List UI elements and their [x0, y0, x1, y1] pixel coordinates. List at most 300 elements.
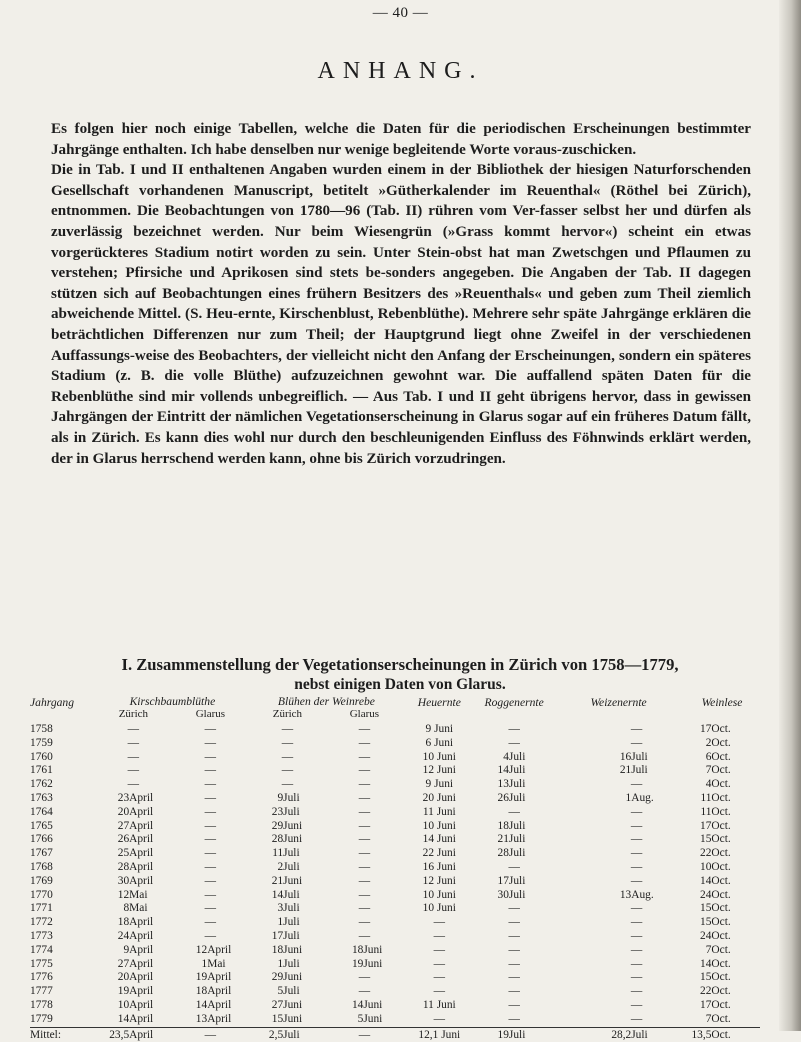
kirsch-glarus-day: 18	[195, 985, 208, 998]
weinlese-month: Oct.	[711, 916, 731, 929]
year-cell: 1763	[30, 792, 53, 805]
year-cell: 1778	[30, 998, 53, 1011]
table-row	[30, 847, 760, 861]
kirsch-zurich-day: 27	[117, 819, 130, 832]
weinlese-day: 2	[705, 736, 712, 749]
roggen-empty: —	[508, 985, 520, 998]
weizen-pad	[553, 971, 589, 985]
weinlese-month: Oct.	[711, 847, 731, 860]
table-body	[30, 723, 760, 1042]
heuernte-cell: 9 Juni	[425, 778, 454, 791]
table-row	[30, 985, 760, 999]
kirsch-zurich-day: 20	[117, 971, 130, 984]
heuernte-cell: 12 Juni	[422, 764, 456, 777]
wein-zurich-day: 5	[277, 985, 284, 998]
weizen-pad	[553, 999, 589, 1013]
col-kirschbaumbluethe: Kirschbaumblüthe	[129, 695, 216, 708]
wein-zurich-month: Juni	[283, 998, 303, 1011]
roggen-day: 28	[497, 847, 509, 860]
subcol-kirsch-zurich: Zürich	[118, 708, 149, 720]
table-row	[30, 723, 760, 737]
col-weinrebe: Blühen der Weinrebe	[277, 695, 375, 708]
roggen-day: 14	[497, 764, 509, 777]
weizen-pad	[553, 902, 589, 916]
col-weinlese: Weinlese	[701, 696, 743, 709]
roggen-empty: —	[508, 723, 520, 736]
wein-zurich-month: Juni	[283, 819, 303, 832]
wein-glarus-empty: —	[358, 778, 371, 791]
weinlese-day: 14	[700, 874, 712, 887]
year-cell: 1769	[30, 874, 53, 887]
wein-zurich-day: 2	[277, 861, 284, 874]
kirsch-glarus-empty: —	[204, 861, 217, 874]
roggen-day: 30	[497, 888, 509, 901]
wein-glarus-empty: —	[358, 723, 371, 736]
weizen-pad	[553, 751, 589, 765]
table-title-line2: nebst einigen Daten von Glarus.	[294, 676, 506, 693]
weinlese-month: Oct.	[711, 1012, 731, 1025]
wein-zurich-day: 27	[271, 998, 284, 1011]
weinlese-month: Oct.	[711, 736, 731, 749]
wein-glarus-day: 19	[351, 957, 364, 970]
weinlese-month: Oct.	[711, 805, 731, 818]
roggen-day: 26	[497, 792, 509, 805]
wein-zurich-day: 1	[277, 957, 284, 970]
year-cell: 1760	[30, 750, 53, 763]
kirsch-zurich-month: Mai	[129, 888, 148, 901]
weizen-empty: —	[630, 847, 643, 860]
weizen-pad	[553, 944, 589, 958]
weinlese-month: Oct.	[711, 750, 731, 763]
weinlese-day: 22	[700, 847, 712, 860]
page-edge-shadow	[779, 0, 801, 1031]
weinlese-month: Oct.	[711, 861, 731, 874]
phenology-table	[30, 695, 760, 1042]
year-cell: 1772	[30, 916, 53, 929]
kirsch-zurich-empty: —	[127, 764, 140, 777]
kirsch-glarus-empty: —	[204, 792, 217, 805]
roggen-empty: —	[508, 861, 520, 874]
roggen-month: Juli	[508, 750, 526, 763]
wein-zurich-empty: —	[281, 736, 294, 749]
year-cell: 1768	[30, 861, 53, 874]
weinlese-day: 17	[700, 723, 712, 736]
weinlese-day: 10	[700, 861, 712, 874]
weinlese-day: 24	[700, 888, 712, 901]
heuernte-cell: —	[433, 943, 445, 956]
weizen-month: Aug.	[631, 888, 654, 901]
weizen-empty: —	[630, 930, 643, 942]
kirsch-glarus-day: 1	[201, 957, 208, 970]
kirsch-zurich-day: 10	[117, 998, 130, 1011]
wein-zurich-month: Juli	[283, 902, 300, 915]
roggen-empty: —	[508, 916, 520, 929]
wein-zurich-month: Juni	[283, 1012, 303, 1025]
heuernte-cell: 16 Juni	[422, 861, 456, 874]
weizen-pad	[553, 985, 589, 999]
kirsch-glarus-empty: —	[204, 833, 217, 846]
heuernte-cell: 10 Juni	[422, 888, 456, 901]
wein-glarus-empty: —	[358, 792, 371, 805]
weizen-empty: —	[630, 805, 643, 818]
weizen-day: 1	[625, 792, 632, 805]
col-roggenernte: Roggenernte	[484, 696, 544, 709]
wein-zurich-month: Juli	[283, 888, 300, 901]
heuernte-cell: —	[433, 971, 445, 984]
weinlese-month: Oct.	[711, 723, 731, 736]
wein-zurich-day: 17	[271, 930, 284, 942]
kirsch-zurich-day: 19	[117, 985, 130, 998]
wein-glarus-empty: —	[358, 847, 371, 860]
roggen-month: Juli	[508, 778, 526, 791]
weizen-empty: —	[630, 1012, 643, 1025]
heuernte-cell: 11 Juni	[422, 998, 456, 1011]
kirsch-glarus-empty: —	[204, 902, 217, 915]
table-row	[30, 930, 760, 944]
kirsch-glarus-month: Mai	[207, 957, 226, 970]
kirsch-zurich-month: April	[129, 861, 154, 874]
kirsch-zurich-month: April	[129, 847, 154, 860]
table-row	[30, 820, 760, 834]
roggen-month: Juli	[508, 847, 526, 860]
weinlese-month: Oct.	[711, 902, 731, 915]
weizen-empty: —	[630, 723, 643, 736]
roggen-empty: —	[508, 902, 520, 915]
wein-glarus-day: 14	[351, 998, 364, 1011]
weinlese-month: Oct.	[711, 833, 731, 846]
weinlese-month: Oct.	[711, 888, 731, 901]
weinlese-day: 4	[705, 778, 712, 791]
weizen-empty: —	[630, 943, 643, 956]
roggen-month: Juli	[508, 874, 526, 887]
table-row	[30, 999, 760, 1013]
wein-zurich-empty: —	[281, 778, 294, 791]
weinlese-month: Oct.	[711, 957, 731, 970]
paragraph-sources: Die in Tab. I und II enthaltenen Angaben wurden einem in der Bibliothek der hiesigen Naturforschenden Gesellschaft vorhandenen Manuscript, betitelt »Gütherkalender im Reuenthal« (Röthel bei Zürich), entnommen. Die Beobachtungen von 1780—96 (Tab. II) rühren vom Ver-fasser selbst her und dürfen als zuverlässig bezeichnet werden. Nur beim Wiesengrün (»Grass kommt hervor«) scheint ein etwas vorgerückteres Stadium notirt worden zu sein. Unter Stein-obst hat man Zwetschgen und Pflaumen zu verstehen; Pfirsiche und Aprikosen sind stets be-sonders angegeben. Die Angaben der Tab. II dagegen stützen sich auf Beobachtungen eines frühern Besitzers des »Reuenthals« und geben zum Theil ziemlich abweichende Mittel. (S. Heu-ernte, Kirschenblust, Rebenblüthe). Mehrere sehr späte Jahrgänge erklären die beträchtlichen Differenzen nur zum Theil; der Hauptgrund liegt ohne Zweifel in der verschiedenen Auffassungs-weise des Beobachters, der vielleicht nicht den Anfang der Erscheinungen, sondern ein späteres Stadium (z. B. die volle Blüthe) aufzuzeichnen gewohnt war. Die auffallend späten Daten für die Rebenblüthe sind mir vollends unbegreiflich. — Aus Tab. I und II geht übrigens hervor, dass in gewissen Jahrgängen der Eintritt der nämlichen Vegetationserscheinung in Glarus sogar auf ein früheres Datum fällt, als in Zürich. Es kann dies wohl nur durch den beschleunigenden Einfluss des Föhnwinds erklärt werden, der in Glarus herrschend werden kann, ohne bis Zürich vorzudringen.	[51, 162, 751, 467]
kirsch-zurich-month: April	[129, 805, 154, 818]
kirsch-glarus-month: April	[207, 971, 232, 984]
weinlese-month: Oct.	[711, 985, 731, 998]
year-cell: 1764	[30, 805, 53, 818]
kirsch-glarus-empty: —	[204, 778, 217, 791]
year-cell: 1766	[30, 833, 53, 846]
wein-zurich-month: Juni	[283, 943, 303, 956]
weizen-month: Aug.	[631, 792, 654, 805]
roggen-day: 19	[475, 1027, 509, 1042]
wein-zurich-month: Juli	[283, 1027, 325, 1042]
kirsch-zurich-day: 23,5	[95, 1027, 129, 1042]
weizen-pad	[553, 737, 589, 751]
roggen-month: Juli	[508, 819, 526, 832]
roggen-month: Juli	[508, 833, 526, 846]
kirsch-glarus-month: April	[207, 1012, 232, 1025]
roggen-empty: —	[508, 736, 520, 749]
weizen-pad	[553, 723, 589, 737]
table-row	[30, 875, 760, 889]
mean-label: Mittel:	[30, 1027, 95, 1042]
kirsch-zurich-day: 9	[123, 943, 130, 956]
wein-glarus-empty: —	[358, 902, 371, 915]
table-row	[30, 916, 760, 930]
roggen-empty: —	[508, 971, 520, 984]
wein-zurich-day: 15	[271, 1012, 284, 1025]
weinlese-month: Oct.	[711, 943, 731, 956]
kirsch-zurich-month: April	[129, 916, 154, 929]
wein-zurich-day: 9	[277, 792, 284, 805]
wein-zurich-month: Juni	[283, 874, 303, 887]
weizen-month: Juli	[631, 764, 648, 777]
wein-glarus-empty: —	[358, 874, 371, 887]
table-row	[30, 833, 760, 847]
weinlese-month: Oct.	[711, 874, 731, 887]
heuernte-cell: 12 Juni	[422, 874, 456, 887]
heuernte-cell: —	[433, 957, 445, 970]
kirsch-zurich-day: 8	[123, 902, 130, 915]
kirsch-glarus-empty: —	[171, 1027, 249, 1042]
kirsch-glarus-empty: —	[204, 819, 217, 832]
weinlese-day: 7	[705, 943, 712, 956]
weizen-empty: —	[630, 998, 643, 1011]
roggen-empty: —	[508, 943, 520, 956]
wein-zurich-month: Juli	[283, 861, 300, 874]
wein-zurich-month: Juli	[283, 957, 300, 970]
table-header-row	[30, 695, 760, 708]
wein-glarus-empty: —	[358, 930, 371, 942]
wein-zurich-day: 2,5	[249, 1027, 283, 1042]
roggen-day: 13	[497, 778, 509, 791]
weinlese-day: 11	[700, 805, 712, 818]
weinlese-day: 13,5	[684, 1027, 711, 1042]
weinlese-day: 15	[700, 971, 712, 984]
kirsch-glarus-day: 19	[195, 971, 208, 984]
table-row	[30, 971, 760, 985]
heuernte-cell: 11 Juni	[422, 805, 456, 818]
wein-zurich-month: Juli	[283, 847, 300, 860]
wein-zurich-day: 18	[271, 943, 284, 956]
weinlese-month: Oct.	[711, 764, 731, 777]
weizen-pad	[553, 820, 589, 834]
wein-zurich-month: Juli	[283, 985, 300, 998]
weizen-empty: —	[630, 833, 643, 846]
weinlese-month: Oct.	[711, 998, 731, 1011]
wein-zurich-month: Juli	[283, 792, 300, 805]
year-cell: 1775	[30, 957, 53, 970]
table-row	[30, 861, 760, 875]
kirsch-glarus-empty: —	[204, 930, 217, 942]
year-cell: 1774	[30, 943, 53, 956]
kirsch-glarus-day: 13	[195, 1012, 208, 1025]
weinlese-month: Oct.	[711, 792, 731, 805]
heuernte-cell: 10 Juni	[422, 902, 456, 915]
roggen-month: Juli	[508, 792, 526, 805]
kirsch-glarus-empty: —	[204, 723, 217, 736]
weizen-day: 13	[619, 888, 632, 901]
weizen-pad	[553, 764, 589, 778]
table-row	[30, 751, 760, 765]
heuernte-cell: 12,1 Juni	[403, 1027, 475, 1042]
mean-row	[30, 1027, 760, 1042]
weinlese-day: 17	[700, 819, 712, 832]
wein-zurich-day: 14	[271, 888, 284, 901]
wein-glarus-empty: —	[358, 888, 371, 901]
kirsch-glarus-empty: —	[204, 764, 217, 777]
year-cell: 1770	[30, 888, 53, 901]
table-row	[30, 778, 760, 792]
weizen-month: Juli	[631, 1027, 684, 1042]
heuernte-cell: 10 Juni	[422, 750, 456, 763]
col-year: Jahrgang	[30, 696, 75, 709]
year-cell: 1776	[30, 971, 53, 984]
roggen-day: 18	[497, 819, 509, 832]
kirsch-zurich-month: April	[129, 957, 154, 970]
roggen-empty: —	[508, 957, 520, 970]
weinlese-day: 15	[700, 916, 712, 929]
kirsch-glarus-empty: —	[204, 805, 217, 818]
weizen-pad	[553, 1027, 589, 1042]
kirsch-zurich-day: 23	[117, 792, 130, 805]
weizen-month: Juli	[631, 750, 648, 763]
subcol-kirsch-glarus: Glarus	[195, 708, 226, 720]
subcol-wein-zurich: Zürich	[272, 708, 303, 720]
table-title-line1: I. Zusammenstellung der Vegetationserscheinungen in Zürich von 1758—1779,	[121, 655, 679, 674]
wein-glarus-empty: —	[358, 833, 371, 846]
kirsch-zurich-day: 30	[117, 874, 130, 887]
kirsch-zurich-day: 25	[117, 847, 130, 860]
heuernte-cell: —	[433, 930, 445, 942]
weinlese-day: 7	[705, 1012, 712, 1025]
kirsch-glarus-empty: —	[204, 736, 217, 749]
kirsch-zurich-month: April	[129, 930, 154, 942]
paragraph-intro: Es folgen hier noch einige Tabellen, welche die Daten für die periodischen Erscheinungen bestimmter Jahrgänge enthalten. Ich habe denselben nur wenige begleitende Worte voraus-zuschicken.	[51, 121, 751, 158]
weizen-pad	[553, 930, 589, 944]
wein-zurich-day: 1	[277, 916, 284, 929]
wein-zurich-day: 28	[271, 833, 284, 846]
roggen-empty: —	[508, 998, 520, 1011]
wein-zurich-empty: —	[281, 764, 294, 777]
heuernte-cell: 9 Juni	[425, 723, 454, 736]
weinlese-month: Oct.	[711, 778, 731, 791]
weizen-empty: —	[630, 778, 643, 791]
weizen-pad	[553, 916, 589, 930]
kirsch-zurich-month: April	[129, 819, 154, 832]
kirsch-glarus-day: 12	[195, 943, 208, 956]
kirsch-zurich-day: 24	[117, 930, 130, 942]
weizen-empty: —	[630, 971, 643, 984]
kirsch-zurich-day: 12	[117, 888, 130, 901]
kirsch-zurich-month: April	[129, 971, 154, 984]
weinlese-month: Oct.	[711, 1027, 760, 1042]
table-row	[30, 889, 760, 903]
kirsch-zurich-month: April	[129, 792, 154, 805]
weizen-pad	[553, 806, 589, 820]
kirsch-glarus-month: April	[207, 998, 232, 1011]
wein-zurich-day: 3	[277, 902, 284, 915]
kirsch-zurich-month: April	[129, 1027, 171, 1042]
kirsch-zurich-month: April	[129, 833, 154, 846]
kirsch-zurich-month: Mai	[129, 902, 148, 915]
table-title	[40, 655, 760, 695]
weizen-pad	[553, 875, 589, 889]
kirsch-zurich-empty: —	[127, 723, 140, 736]
roggen-day: 4	[503, 750, 509, 763]
kirsch-zurich-day: 26	[117, 833, 130, 846]
year-cell: 1773	[30, 930, 53, 942]
kirsch-zurich-day: 18	[117, 916, 130, 929]
wein-zurich-month: Juli	[283, 916, 300, 929]
weizen-pad	[553, 1013, 589, 1027]
weizen-empty: —	[630, 985, 643, 998]
page-heading: ANHANG.	[317, 58, 484, 84]
table-row	[30, 764, 760, 778]
weizen-pad	[553, 847, 589, 861]
kirsch-zurich-day: 14	[117, 1012, 130, 1025]
wein-zurich-day: 11	[272, 847, 284, 860]
kirsch-zurich-month: April	[129, 985, 154, 998]
table-row	[30, 1013, 760, 1027]
weinlese-month: Oct.	[711, 971, 731, 984]
wein-zurich-day: 29	[271, 819, 284, 832]
heuernte-cell: —	[433, 916, 445, 929]
weizen-empty: —	[630, 736, 643, 749]
wein-glarus-empty: —	[358, 764, 371, 777]
wein-glarus-empty: —	[358, 916, 371, 929]
wein-zurich-month: Juni	[283, 833, 303, 846]
body-text	[51, 119, 751, 469]
kirsch-zurich-month: April	[129, 998, 154, 1011]
kirsch-glarus-empty: —	[204, 874, 217, 887]
wein-glarus-month: Juni	[363, 998, 383, 1011]
wein-glarus-empty: —	[358, 985, 371, 998]
weinlese-day: 6	[705, 750, 712, 763]
wein-zurich-empty: —	[281, 750, 294, 763]
wein-glarus-empty: —	[358, 805, 371, 818]
year-cell: 1765	[30, 819, 53, 832]
kirsch-glarus-empty: —	[204, 916, 217, 929]
wein-glarus-empty: —	[358, 819, 371, 832]
wein-glarus-empty: —	[358, 861, 371, 874]
roggen-empty: —	[508, 930, 520, 942]
heuernte-cell: —	[433, 1012, 445, 1025]
year-cell: 1762	[30, 778, 53, 791]
weinlese-day: 17	[700, 998, 712, 1011]
weizen-pad	[553, 958, 589, 972]
kirsch-glarus-month: April	[207, 985, 232, 998]
year-cell: 1777	[30, 985, 53, 998]
kirsch-zurich-empty: —	[127, 736, 140, 749]
kirsch-glarus-empty: —	[204, 888, 217, 901]
kirsch-zurich-day: 28	[117, 861, 130, 874]
page-number: — 40 —	[372, 5, 429, 21]
kirsch-glarus-empty: —	[204, 750, 217, 763]
wein-zurich-day: 21	[271, 874, 284, 887]
table-row	[30, 944, 760, 958]
year-cell: 1761	[30, 764, 53, 777]
wein-zurich-empty: —	[281, 723, 294, 736]
weizen-pad	[553, 778, 589, 792]
year-cell: 1767	[30, 847, 53, 860]
kirsch-glarus-empty: —	[204, 847, 217, 860]
weizen-day: 21	[619, 764, 632, 777]
col-weizenernte: Weizenernte	[590, 696, 647, 709]
kirsch-zurich-month: April	[129, 943, 154, 956]
kirsch-zurich-day: 27	[117, 957, 130, 970]
subcol-wein-glarus: Glarus	[349, 708, 380, 720]
heuernte-cell: 14 Juni	[422, 833, 456, 846]
year-cell: 1758	[30, 723, 53, 736]
weizen-empty: —	[630, 861, 643, 874]
wein-glarus-month: Juni	[363, 957, 383, 970]
weizen-empty: —	[630, 874, 643, 887]
